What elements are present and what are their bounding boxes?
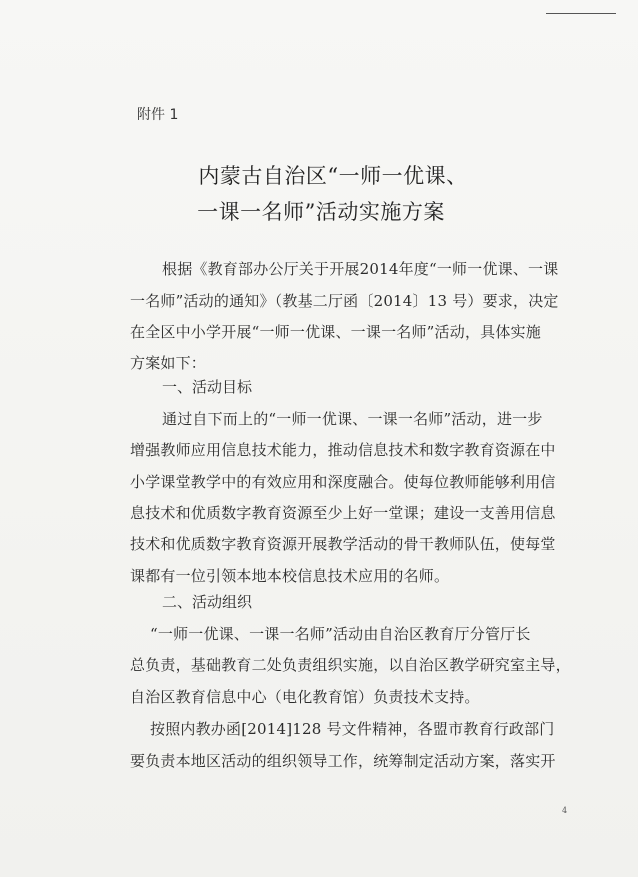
body-line: 技术和优质数字教育资源开展教学活动的骨干教师队伍，使每堂 bbox=[130, 535, 556, 553]
body-line: 总负责，基础教育二处负责组织实施，以自治区教学研究室主导， bbox=[130, 656, 571, 674]
body-line: 通过自下而上的“一师一优课、一课一名师”活动，进一步 bbox=[162, 410, 543, 428]
body-line: 要负责本地区活动的组织领导工作，统筹制定活动方案，落实开 bbox=[130, 752, 556, 770]
body-line: 课都有一位引领本地本校信息技术应用的名师。 bbox=[130, 567, 450, 585]
body-line: 自治区教育信息中心（电化教育馆）负责技术支持。 bbox=[130, 688, 480, 706]
page-number: 4 bbox=[562, 806, 568, 815]
section-heading-1: 一、活动目标 bbox=[162, 378, 253, 396]
body-line: 在全区中小学开展“一师一优课、一课一名师”活动，具体实施 bbox=[130, 323, 541, 341]
body-line: “一师一优课、一课一名师”活动由自治区教育厅分管厅长 bbox=[150, 625, 531, 643]
scan-edge-mark bbox=[546, 13, 616, 14]
body-line: 一名师”活动的通知》（教基二厅函〔2014〕13 号）要求，决定 bbox=[130, 292, 559, 310]
body-line: 按照内教办函[2014]128 号文件精神，各盟市教育行政部门 bbox=[150, 720, 555, 738]
body-line: 小学课堂教学中的有效应用和深度融合。使每位教师能够利用信 bbox=[130, 473, 556, 491]
body-line: 方案如下： bbox=[130, 354, 207, 372]
attachment-label: 附件 1 bbox=[137, 107, 179, 123]
body-line: 根据《教育部办公厅关于开展2014年度“一师一优课、一课 bbox=[162, 260, 559, 278]
section-heading-2: 二、活动组织 bbox=[162, 593, 253, 611]
body-line: 增强教师应用信息技术能力，推动信息技术和数字教育资源在中 bbox=[130, 441, 556, 459]
document-title-line-1: 内蒙古自治区“一师一优课、 bbox=[198, 164, 468, 188]
document-title-line-2: 一课一名师”活动实施方案 bbox=[197, 200, 445, 224]
body-line: 息技术和优质数字教育资源至少上好一堂课；建设一支善用信息 bbox=[130, 504, 556, 522]
